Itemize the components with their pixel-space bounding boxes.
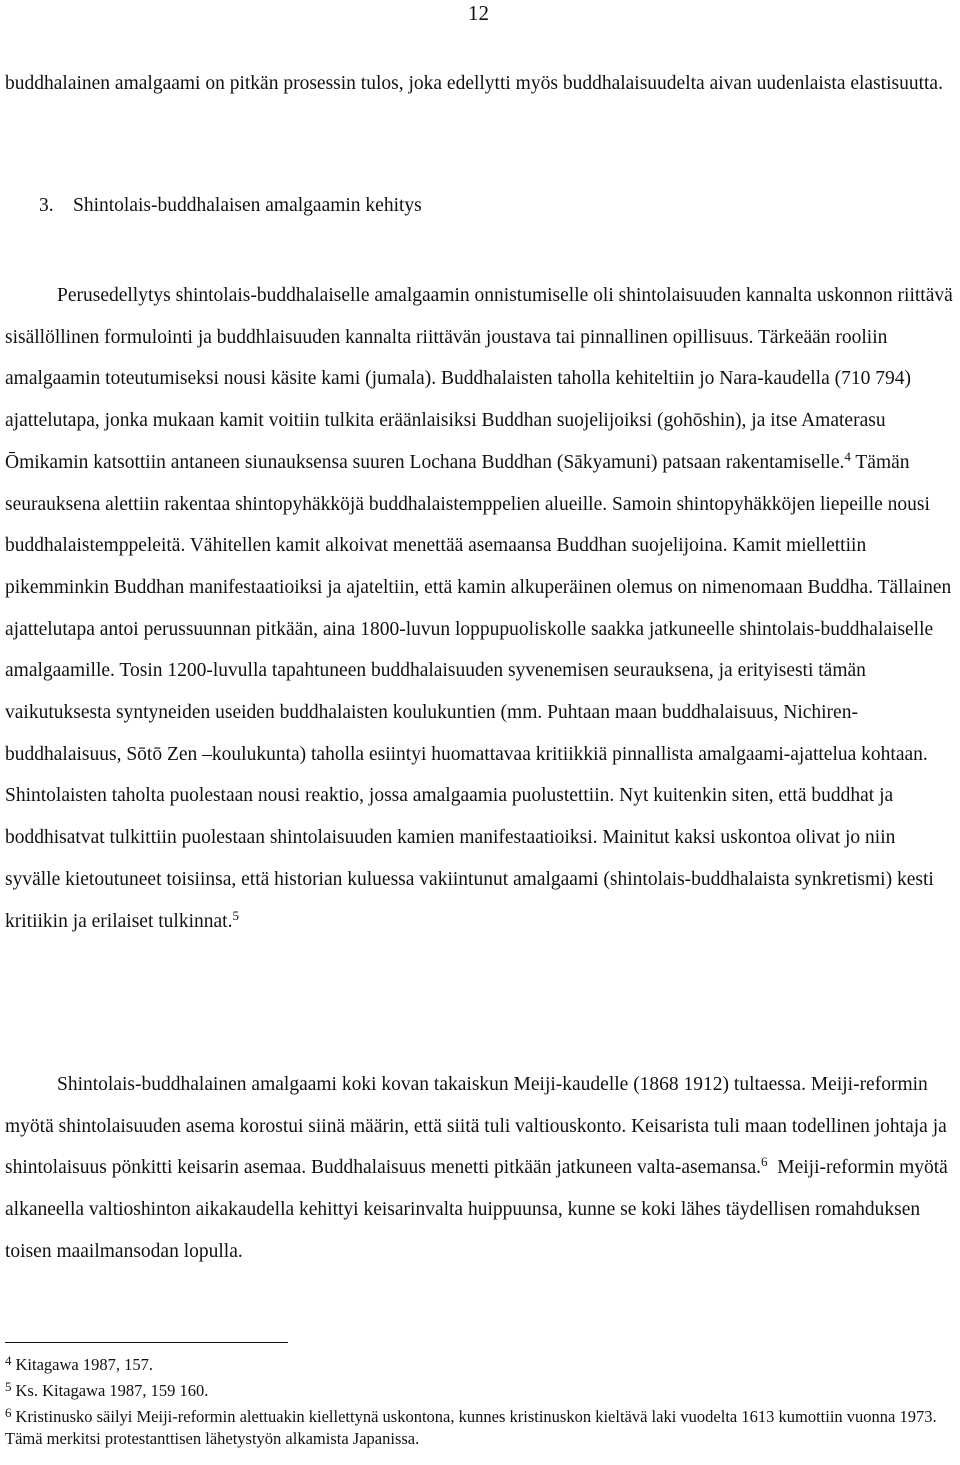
body-paragraph-meiji-period — [5, 1064, 955, 1273]
page-number: 12 — [468, 1, 489, 25]
paragraph-text: Shintolais-buddhalainen amalgaami koki kovan takaiskun Meiji-kaudelle (1868 1912) tultaessa. Meiji-reformin myötä shintolaisuuden asema korostui siinä määrin, että siitä tuli valtiouskonto. Keisarista tuli maan todellinen johtaja ja shintolaisuus pönkitti keisarin asemaa. Buddhalaisuus menetti pitkään jatkuneen valta-asemansa. — [5, 1074, 947, 1179]
footnotes — [5, 1354, 955, 1454]
paragraph-text: Perusedellytys shintolais-buddhalaiselle amalgaamin onnistumiselle oli shintolaisuuden kannalta uskonnon riittävä sisällöllinen formulointi ja buddhlaisuuden kannalta riittävän joustava tai pinnallinen opillisuus. Tärkeään rooliin amalgaamin toteutumiseksi nousi käsite kami (jumala). Buddhalaisten taholla kehiteltiin jo Nara-kaudella (710 794) ajattelutapa, jonka mukaan kamit voitiin tulkita eräänlaisiksi Buddhan suojelijoiksi (gohōshin), ja itse Amaterasu Ōmikamin katsottiin antaneen siunauksensa suuren Lochana Buddhan (Sākyamuni) patsaan rakentamiselle. — [5, 285, 953, 473]
section-title: Shintolais-buddhalaisen amalgaamin kehitys — [73, 195, 422, 216]
footnote-text: Kitagawa 1987, 157. — [15, 1355, 153, 1374]
footnote-number: 6 — [5, 1405, 12, 1420]
footnote-number: 5 — [5, 1379, 12, 1394]
intro-paragraph: buddhalainen amalgaami on pitkän prosessin tulos, joka edellytti myös buddhalaisuudelta aivan uudenlaista elastisuutta. — [5, 73, 943, 94]
footnote — [5, 1406, 955, 1450]
footnote-reference: 6 — [760, 1154, 768, 1170]
paragraph-text: Meiji-reformin myötä alkaneella valtioshinton aikakaudella kehittyi keisarinvalta huippuunsa, kunne se koki lähes täydellisen romahduksen toisen maailmansodan lopulla. — [5, 1157, 948, 1262]
footnote-reference: 4 — [844, 448, 851, 464]
footnote-separator — [5, 1342, 288, 1343]
body-paragraph-amalgam-development — [5, 275, 955, 942]
footnote-text: Kristinusko säilyi Meiji-reformin alettuakin kiellettynä uskontona, kunnes kristinuskon kieltävä laki vuodelta 1613 kumottiin vuonna 1973. Tämä merkitsi protestanttisen lähetystyön alkamista Japanissa. — [5, 1407, 937, 1448]
footnote-number: 4 — [5, 1353, 12, 1368]
footnote — [5, 1354, 955, 1376]
footnote-text: Ks. Kitagawa 1987, 159 160. — [15, 1381, 209, 1400]
section-heading — [39, 193, 422, 219]
footnote — [5, 1380, 955, 1402]
section-number: 3. — [39, 195, 54, 216]
paragraph-text: Tämän seurauksena alettiin rakentaa shintopyhäkköjä buddhalaistemppelien alueille. Samoin shintopyhäkköjen liepeille nousi buddhalaistemppeleitä. Vähitellen kamit alkoivat menettää asemaansa Buddhan suojelijoina. Kamit miellettiin pikemminkin Buddhan manifestaatioiksi ja ajateltiin, että kamin alkuperäinen olemus on nimenomaan Buddha. Tällainen ajattelutapa antoi perussuunnan pitkään, aina 1800-luvun loppupuoliskolle saakka jatkuneelle shintolais-buddhalaiselle amalgaamille. Tosin 1200-luvulla tapahtuneen buddhalaisuuden syvenemisen seurauksena, ja erityisesti tämän vaikutuksesta syntyneiden useiden buddhalaisten koulukuntien (mm. Puhtaan maan buddhalaisuus, Nichiren-buddhalaisuus, Sōtō Zen –koulukunta) taholla esiintyi huomattavaa kritiikkiä pinnallista amalgaami-ajattelua kohtaan. Shintolaisten taholta puolestaan nousi reaktio, jossa amalgaamia puolustettiin. Nyt kuitenkin siten, että buddhat ja boddhisatvat tulkittiin puolestaan shintolaisuuden kamien manifestaatioiksi. Mainitut kaksi uskontoa olivat jo niin syvälle kietoutuneet toisiinsa, että historian kuluessa vakiintunut amalgaami (shintolais-buddhalaista synkretismi) kesti kritiikin ja erilaiset tulkinnat. — [5, 451, 952, 932]
footnote-reference: 5 — [232, 907, 239, 923]
